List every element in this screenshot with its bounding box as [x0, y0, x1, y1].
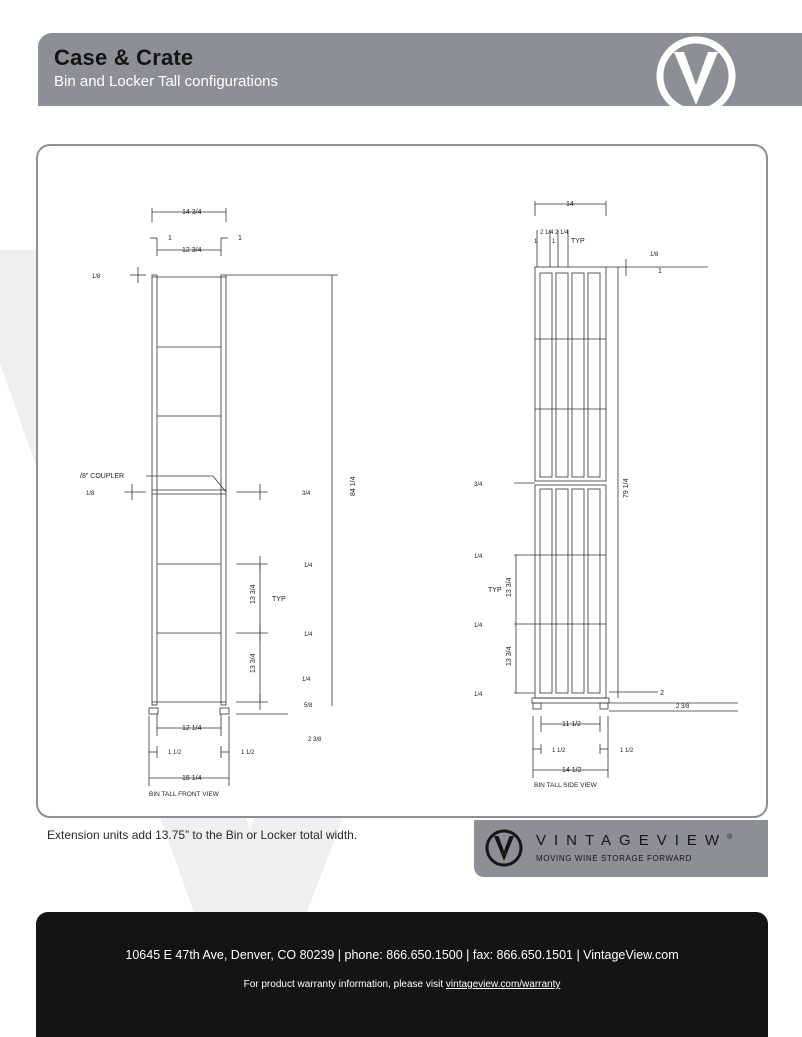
brand-tagline: MOVING WINE STORAGE FORWARD [536, 854, 693, 863]
side-base-inner-depth: 11 1/2 [562, 721, 581, 728]
front-foot-right [220, 708, 229, 714]
warranty-link[interactable]: vintageview.com/warranty [445, 979, 561, 990]
side-top-offset: 1/8 [650, 252, 659, 258]
brand-name [536, 832, 732, 849]
side-shelf-spacing-2: 13 3/4 [506, 646, 513, 666]
side-column-width-b: 2 1/4 [555, 230, 569, 236]
warranty-prefix: For product warranty information, please visit [243, 979, 446, 990]
page-title: Case & Crate [54, 45, 194, 70]
front-base-inner-width: 12 1/4 [182, 725, 202, 732]
front-shelf-thickness-1: 1/4 [304, 563, 313, 569]
front-shelf-spacing-1: 13 3/4 [250, 584, 257, 604]
side-foot-right: 1 1/2 [620, 748, 634, 754]
side-overall-depth: 14 [566, 201, 574, 208]
side-base-height: 2 [660, 690, 664, 697]
front-overall-width: 14 3/4 [182, 209, 202, 216]
side-gap-b: 1 [552, 239, 556, 245]
side-top-edge: 1 [658, 268, 662, 275]
side-coupler-gap: 3/4 [474, 482, 483, 488]
front-side-right: 1 [238, 235, 242, 242]
footer-address: 10645 E 47th Ave, Denver, CO 80239 | phone: 866.650.1500 | fax: 866.650.1501 | VintageView.com [125, 948, 679, 962]
front-base-thickness: 5/8 [304, 703, 313, 709]
side-view-caption: BIN TALL SIDE VIEW [534, 782, 597, 789]
front-foot-left: 1 1/2 [168, 750, 182, 756]
footer-warranty [36, 979, 768, 990]
front-coupler-offset: 1/8 [86, 491, 95, 497]
extension-note: Extension units add 13.75” to the Bin or Locker total width. [47, 828, 358, 842]
front-coupler-gap: 3/4 [302, 491, 311, 497]
front-side-left: 1 [168, 235, 172, 242]
front-shelf-spacing-2: 13 3/4 [250, 653, 257, 673]
front-top-thickness: 1/8 [92, 274, 101, 280]
technical-drawing [38, 146, 766, 816]
side-leg-height: 2 3/8 [676, 704, 690, 710]
side-gap-a: 1 [534, 239, 538, 245]
front-height: 84 1/4 [350, 476, 357, 496]
side-shelf-thickness-3: 1/4 [474, 692, 483, 698]
page-header [38, 33, 802, 106]
front-base-width: 15 1/4 [182, 775, 202, 782]
front-foot-right: 1 1/2 [241, 750, 255, 756]
registered-mark: ® [727, 834, 733, 841]
vintageview-v-logo-icon [650, 35, 742, 117]
side-typ-top: TYP [571, 238, 585, 245]
side-foot-right [600, 703, 608, 709]
page-subtitle: Bin and Locker Tall configurations [54, 73, 279, 90]
brand-block [474, 820, 768, 877]
front-shelf-thickness-3: 1/4 [302, 677, 311, 683]
brand-name-text: VINTAGEVIEW [536, 832, 728, 849]
side-shelf-thickness-1: 1/4 [474, 554, 483, 560]
side-column-width-a: 2 1/4 [540, 230, 554, 236]
side-foot-left [533, 703, 541, 709]
front-leg-height: 2 3/8 [308, 737, 322, 743]
side-typ: TYP [488, 587, 502, 594]
side-base-depth: 14 1/2 [562, 767, 582, 774]
side-frame-upper [535, 267, 606, 481]
side-shelf-thickness-2: 1/4 [474, 623, 483, 629]
front-coupler-label: /8" COUPLER [80, 473, 125, 480]
front-inner-width: 12 3/4 [182, 247, 202, 254]
side-height: 79 1/4 [623, 478, 630, 498]
side-shelf-spacing-1: 13 3/4 [506, 577, 513, 597]
brand-v-logo-icon [484, 826, 524, 870]
side-frame-lower [535, 485, 606, 698]
front-view-caption: BIN TALL FRONT VIEW [149, 791, 219, 798]
front-foot-left [149, 708, 158, 714]
side-foot-left: 1 1/2 [552, 748, 566, 754]
front-typ: TYP [272, 596, 286, 603]
front-shelf-thickness-2: 1/4 [304, 632, 313, 638]
page-footer [36, 912, 768, 1037]
drawing-panel [36, 144, 768, 818]
